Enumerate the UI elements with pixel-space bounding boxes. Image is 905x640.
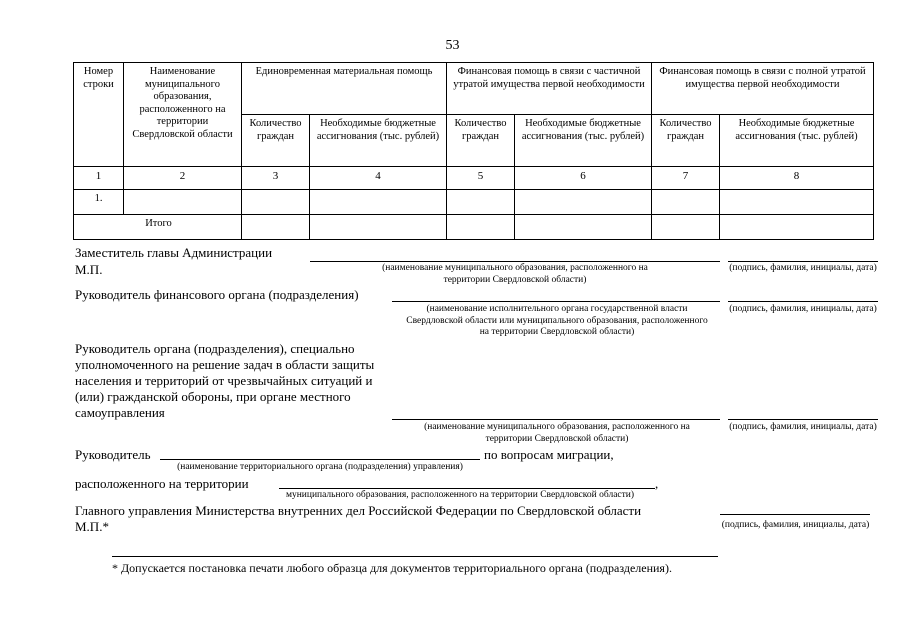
header-citizens-count: Количество граждан <box>652 115 720 167</box>
footnote-separator <box>112 556 718 557</box>
column-number: 4 <box>310 167 447 190</box>
signature-line[interactable] <box>728 301 878 302</box>
executive-caption: (наименование исполнительного органа государственной власти Свердловской области или муниципального образования, расположенного на территории Свердловской области) <box>406 304 708 337</box>
header-full-loss-help: Финансовая помощь в связи с полной утратой имущества первой необходимости <box>652 63 874 115</box>
column-number: 8 <box>720 167 874 190</box>
table-cell[interactable] <box>515 190 652 215</box>
header-partial-loss-help: Финансовая помощь в связи с частичной утратой имущества первой необходимости <box>447 63 652 115</box>
territorial-organ-line[interactable] <box>160 459 480 460</box>
located-on-territory-label: расположенного на территории <box>75 476 249 491</box>
territorial-caption: (наименование территориального органа (подразделения) управления) <box>177 462 463 472</box>
signature-caption: (подпись, фамилия, инициалы, дата) <box>729 263 877 273</box>
signature-line[interactable] <box>720 514 870 515</box>
municipality-signature-line[interactable] <box>392 419 720 420</box>
header-one-time-help: Единовременная материальная помощь <box>242 63 447 115</box>
row-number-cell: 1. <box>74 190 124 215</box>
column-number: 3 <box>242 167 310 190</box>
signature-caption: (подпись, фамилия, инициалы, дата) <box>721 520 870 530</box>
column-number: 6 <box>515 167 652 190</box>
assistance-table <box>73 62 874 240</box>
total-label: Итого <box>74 215 242 240</box>
migration-head-suffix: по вопросам миграции, <box>484 447 614 462</box>
table-cell[interactable] <box>242 190 310 215</box>
executive-signature-line[interactable] <box>392 301 720 302</box>
signature-caption: (подпись, фамилия, инициалы, дата) <box>729 422 877 432</box>
table-cell[interactable] <box>515 215 652 240</box>
table-cell[interactable] <box>242 215 310 240</box>
municipality-line[interactable] <box>279 488 655 489</box>
header-budget-needed: Необходимые бюджетные ассигнования (тыс. рублей) <box>515 115 652 167</box>
mvd-line: Главного управления Министерства внутренних дел Российской Федерации по Свердловской области <box>75 503 642 518</box>
table-cell[interactable] <box>720 215 874 240</box>
signature-line[interactable] <box>728 419 878 420</box>
table-row <box>74 190 874 215</box>
table-cell[interactable] <box>652 190 720 215</box>
municipality-signature-line[interactable] <box>310 261 720 262</box>
column-number: 5 <box>447 167 515 190</box>
footnote: * Допускается постановка печати любого образца для документов территориального органа (подразделения). <box>112 561 672 575</box>
header-municipality-name: Наименование муниципального образования, расположенного на территории Свердловской области <box>124 63 242 167</box>
migration-head-label: Руководитель <box>75 447 151 462</box>
column-number: 7 <box>652 167 720 190</box>
municipality-caption: (наименование муниципального образования, расположенного на территории Свердловской области) <box>424 422 690 444</box>
municipality-caption: муниципального образования, расположенного на территории Свердловской области) <box>285 490 635 500</box>
stamp-label: М.П. <box>75 262 103 277</box>
municipality-caption: (наименование муниципального образования, расположенного на территории Свердловской области) <box>382 263 648 285</box>
table-cell[interactable] <box>310 190 447 215</box>
signature-line[interactable] <box>728 261 878 262</box>
header-row-number: Номер строки <box>74 63 124 167</box>
table-cell[interactable] <box>652 215 720 240</box>
comma: , <box>655 476 659 491</box>
column-number: 1 <box>74 167 124 190</box>
table-cell[interactable] <box>310 215 447 240</box>
table-cell[interactable] <box>124 190 242 215</box>
total-row <box>74 215 874 240</box>
header-budget-needed: Необходимые бюджетные ассигнования (тыс. рублей) <box>310 115 447 167</box>
table-cell[interactable] <box>720 190 874 215</box>
header-citizens-count: Количество граждан <box>242 115 310 167</box>
stamp-star-label: М.П.* <box>75 519 109 534</box>
finance-head-label: Руководитель финансового органа (подразделения) <box>75 287 359 302</box>
header-budget-needed-alt: Необходимые бюджетные ассигнования (тыс. рублей) <box>720 115 874 167</box>
table-cell[interactable] <box>447 215 515 240</box>
civil-defense-head-label: Руководитель органа (подразделения), специально уполномоченного на решение задач в области защиты населения и территорий от чрезвычайных ситуаций и (или) гражданской обороны, при органе местного самоуправления <box>75 341 375 420</box>
table-cell[interactable] <box>447 190 515 215</box>
signature-caption: (подпись, фамилия, инициалы, дата) <box>729 304 877 314</box>
header-citizens-count: Количество граждан <box>447 115 515 167</box>
page-number: 53 <box>445 38 460 53</box>
deputy-head-label: Заместитель главы Администрации <box>75 245 273 260</box>
column-number: 2 <box>124 167 242 190</box>
